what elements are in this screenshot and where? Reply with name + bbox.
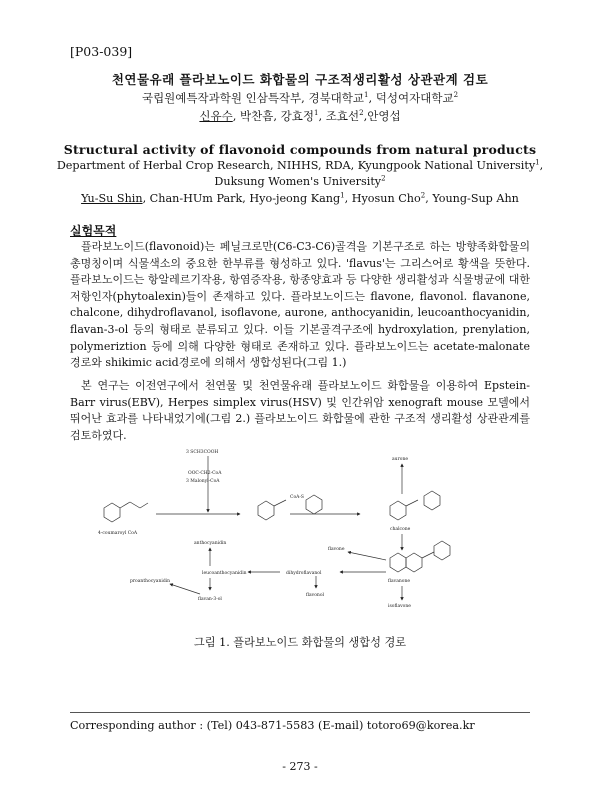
label-anthocyanidin: anthocyanidin [194,541,227,546]
arrow-to-proantho [170,584,200,594]
korean-authors: 신유수, 박찬흠, 강효정$^1$, 조효선$^2$,안영섭 [199,109,401,123]
english-affiliation-1: Department of Herbal Crop Research, NIHHS, RDA, Kyungpook National University$^1$, [56,158,544,172]
presenting-author: 신유수 [199,109,233,123]
label-chalcone: chalcone [390,527,411,532]
section-heading: 실험목적 [70,224,117,238]
label-dihydroflavanol: dihydroflavanol [286,571,322,576]
label-isoflavone: isoflavone [388,604,411,608]
label-aurone: aurone [392,457,409,462]
benzene-ring-1 [104,503,120,522]
label-leucoanthocyanidin: leucoanthocyanidin [202,571,247,576]
english-title: Structural activity of flavonoid compounds from natural products [63,142,537,157]
footer-divider [70,712,530,713]
paragraph-2: 본 연구는 이전연구에서 천연물 및 천연물유래 플라보노이드 화합물을 이용하여 Epstein-Barr virus(EBV), Herpes simplex virus(HSV) 및 인간위암 xenograft mouse 모델에서 뛰어난 효과를 나타내었기에(그림 2.) 플라보노이드 화합물에 관한 구조적 생리활성 상관관계를 검토하였다. [70,379,530,442]
reagent-ooc: OOC-CH2-CoA [188,471,222,476]
label-coumaroyl: 4-coumaroyl CoA [98,531,138,536]
figure-caption: 그림 1. 플라보노이드 화합물의 생합성 경로 [193,636,407,649]
presenting-author-en: Yu-Su Shin [81,192,143,205]
arrow-to-flavone [348,552,386,560]
biosynthesis-figure [90,448,510,608]
paragraph-1: 플라보노이드(flavonoid)는 페닐크로만(C6-C3-C6)골격을 기본구조로 하는 방향족화합물의 총명칭이며 식물색소의 중요한 한부류를 형성하고 있다. 'flavus'는 그리스어로 황색을 뜻한다. 플라보노이드는 항알레르기작용, 항염증작용, 항종양효과 등 다양한 생리활성과 식물병균에 대한 저항인자(phytoalexin)들이 존재하고 있다. 플라보노이드는 flavone, flavonol. flavanone, chalcone, dihydroflavanol, isoflavone, aurone, anthocyanidin, leucoanthocyanidin, flavan-3-ol 등의 형태로 분류되고 있다. 이들 기본골격구조에 hydroxylation, prenylation, polymeriztion 등에 의해 다양한 형태로 존재하고 있다. 플라보노이드는 acetate-malonate 경로와 shikimic acid경로에 의해서 생합성된다(그림 1.) [70,240,531,370]
label-flavone: flavone [328,547,345,552]
reagent-acetate: 3 SCH3COOH [186,450,219,455]
corresponding-author: Corresponding author : (Tel) 043-871-5583 (E-mail) totoro69@korea.kr [70,719,475,732]
label-flavonol: flavonol [306,593,324,598]
label-flavan3ol: flavan-3-ol [198,597,222,602]
korean-title: 천연물유래 플라보노이드 화합물의 구조적생리활성 상관관계 검토 [111,72,489,87]
label-coa: CoA-S [290,495,305,500]
label-flavanone: flavanone [388,579,411,584]
reagent-malonyl: 3 Malonyl-CoA [186,479,220,484]
label-proanthocyanidin: proanthocyanidin [130,579,171,584]
english-affiliation-2: Duksung Women's University$^2$ [214,174,386,188]
page-number: - 273 - [282,760,318,773]
poster-code: [P03-039] [70,44,133,59]
korean-affiliation: 국립원예특작과학원 인삼특작부, 경북대학교$^1$, 덕성여자대학교$^2$ [141,91,459,105]
pathway-diagram [90,448,510,608]
english-authors: Yu-Su Shin, Chan-HUm Park, Hyo-jeong Kang$^1$, Hyosun Cho$^2$, Young-Sup Ahn [81,191,519,205]
